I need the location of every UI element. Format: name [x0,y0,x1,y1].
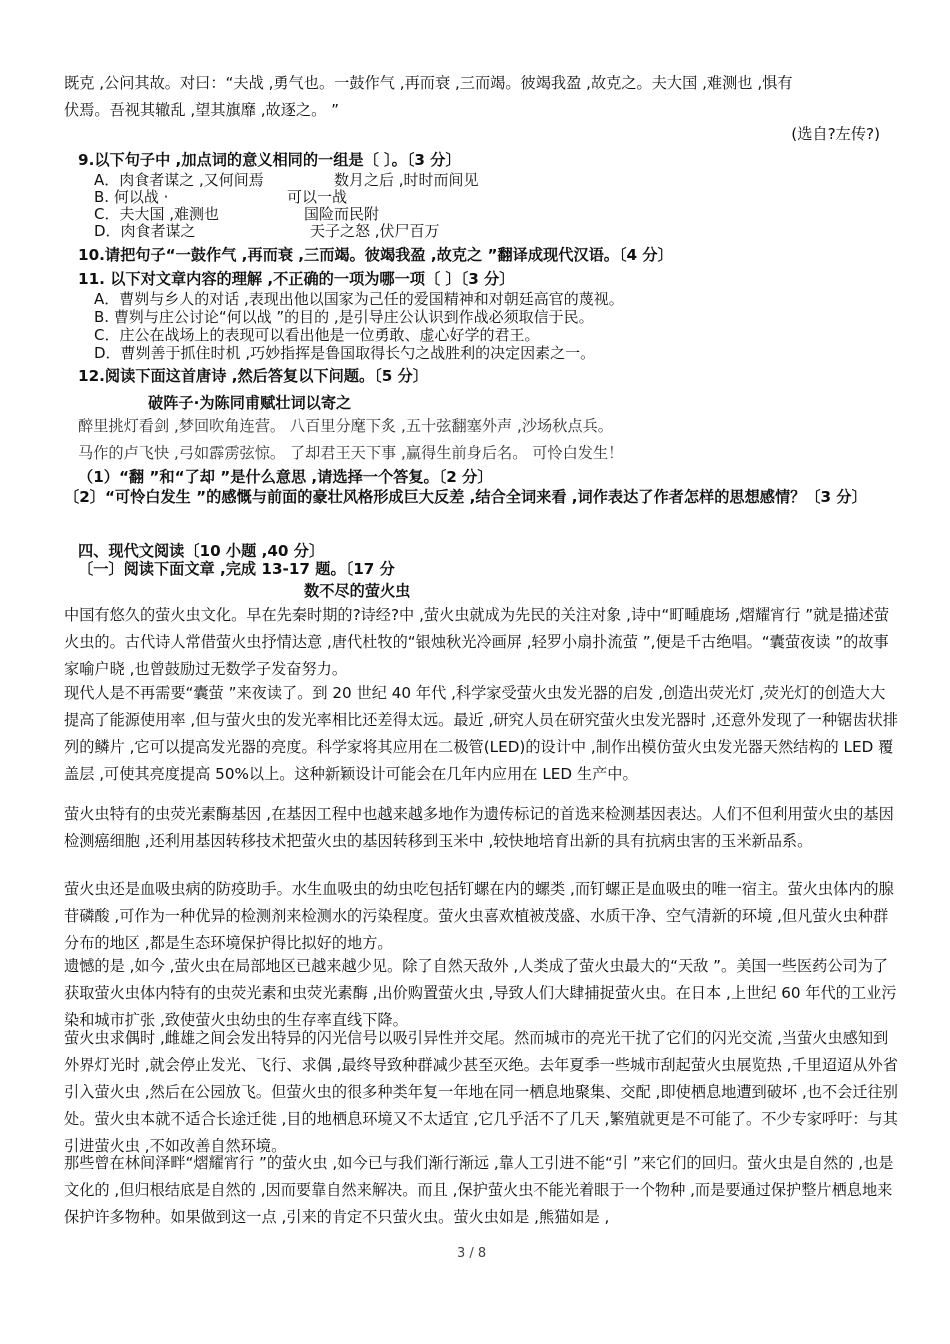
article-title: 数不尽的萤火虫 [304,582,411,600]
question-12-stem: 12.阅读下面这首唐诗 ,然后答复以下问题。〔5 分〕 [78,367,428,385]
passage-line: 既克 ,公问其故。对曰：“夫战 ,勇气也。一鼓作气 ,再而衰 ,三而竭。彼竭我盈 ,故克之。夫大国 ,难测也 ,惧有 [64,74,793,92]
question-9-option-b: B. 何以战 · [94,188,169,206]
article-paragraph: 现代人是不再需要“囊萤 ”来夜读了。到 20 世纪 40 年代 ,科学家受萤火虫发光器的启发 ,创造出荧光灯 ,荧光灯的创造大大提高了能源使用率 ,但与萤火虫的发光率相比还差得太远。最近 ,研究人员在研究萤火虫发光器时 ,还意外发现了一种锯齿状排列的鳞片 ,它可以提高发光器的亮度。科学家将其应用在二极管(LED)的设计中 ,制作出模仿萤火虫发光器天然结构的 LED 覆盖层 ,可使其亮度提高 50%以上。这种新颖设计可能会在几年内应用在 LED 生产中。 [64,684,898,783]
question-11-option-a: A．曹刿与乡人的对话 ,表现出他以国家为己任的爱国精神和对朝廷高官的蔑视。 [94,290,624,308]
question-10: 10.请把句子“一鼓作气 ,再而衰 ,三而竭。彼竭我盈 ,故克之 ”翻译成现代汉语。〔4 分〕 [78,246,673,264]
article-paragraph: 萤火虫求偶时 ,雌雄之间会发出特异的闪光信号以吸引异性并交尾。然而城市的亮光干扰了它们的闪光交流 ,当萤火虫感知到外界灯光时 ,就会停止发光、飞行、求偶 ,最终导致种群减少甚至灭绝。去年夏季一些城市刮起萤火虫展览热 ,千里迢迢从外省引入萤火虫 ,然后在公园放飞。但萤火虫的很多种类年复一年地在同一栖息地聚集、交配 ,即使栖息地遭到破坏 ,也不会迁往别处。萤火虫本就不适合长途迁徙 ,目的地栖息环境又不太适宜 ,它几乎活不了几天 ,繁殖就更是不可能了。不少专家呼吁：与其引进萤火虫 ,不如改善自然环境。 [64,1029,898,1155]
question-9-option-c: C．夫大国 ,难测也 [94,205,220,223]
question-9-option-b-pair: 可以一战 [287,188,348,206]
question-11-option-c: C．庄公在战场上的表现可以看出他是一位勇敢、虚心好学的君王。 [94,326,540,344]
passage-source: (选自?左传?) [791,125,880,143]
article-paragraph: 萤火虫还是血吸虫病的防疫助手。水生血吸虫的幼虫吃包括钉螺在内的螺类 ,而钉螺正是血吸虫的唯一宿主。萤火虫体内的腺苷磷酸 ,可作为一种优异的检测剂来检测水的污染程度。萤火虫喜欢植被茂盛、水质干净、空气清新的环境 ,但凡萤火虫种群分布的地区 ,都是生态环境保护得比拟好的地方。 [64,880,894,952]
question-12-sub2: 〔2〕“可怜白发生 ”的感慨与前面的豪壮风格形成巨大反差 ,结合全词来看 ,词作表达了作者怎样的思想感情？〔3 分〕 [64,488,867,506]
poem-title: 破阵子·为陈同甫赋壮词以寄之 [148,394,352,412]
passage-line: 伏焉。吾视其辙乱 ,望其旗靡 ,故逐之。 ” [64,101,340,119]
question-11-option-d: D．曹刿善于抓住时机 ,巧妙指挥是鲁国取得长勺之战胜利的决定因素之一。 [94,344,596,362]
question-9-stem: 9.以下句子中 ,加点词的意义相同的一组是〔 〕。〔3 分〕 [78,151,461,169]
question-12-sub1: （1）“翻 ”和“了却 ”是什么意思 ,请选择一个答复。〔2 分〕 [78,468,493,486]
page-number: 3 / 8 [457,1246,487,1261]
section-heading: 四、现代文阅读〔10 小题 ,40 分〕 [78,542,325,560]
question-9-option-a: A．肉食者谋之 ,又何间焉 [94,171,264,189]
question-9-option-d-pair: 天子之怒 ,伏尸百万 [310,222,440,240]
question-9-option-d: D．肉食者谋之 [94,222,196,240]
question-11-option-b: B. 曹刿与庄公讨论“何以战 ”的目的 ,是引导庄公认识到作战必须取信于民。 [94,308,594,326]
question-9-option-c-pair: 国险而民附 [304,205,380,223]
article-paragraph: 中国有悠久的萤火虫文化。早在先秦时期的?诗经?中 ,萤火虫就成为先民的关注对象 ,诗中“町畽鹿场 ,熠耀宵行 ”就是描述萤火虫的。古代诗人常借萤火虫抒情达意 ,唐代杜牧的“银烛秋光冷画屏 ,轻罗小扇扑流萤 ”,便是千古绝唱。“囊萤夜读 ”的故事家喻户晓 ,也曾鼓励过无数学子发奋努力。 [64,606,890,678]
poem-line: 马作的卢飞快 ,弓如霹雳弦惊。 了却君王天下事 ,赢得生前身后名。 可怜白发生！ [78,444,624,462]
question-9-option-a-pair: 数月之后 ,时时而间见 [334,171,479,189]
section-part-heading: 〔一〕阅读下面文章 ,完成 13-17 题。〔17 分 [78,560,395,578]
question-11-stem: 11. 以下对文章内容的理解 ,不正确的一项为哪一项〔 〕〔3 分〕 [78,270,515,288]
article-paragraph: 遗憾的是 ,如今 ,萤火虫在局部地区已越来越少见。除了自然天敌外 ,人类成了萤火虫最大的“天敌 ”。美国一些医药公司为了获取萤火虫体内特有的虫荧光素和虫荧光素酶 ,出价购置萤火虫 ,导致人们大肆捕捉萤火虫。在日本 ,上世纪 60 年代的工业污染和城市扩张 ,致使萤火虫幼虫的生存率直线下降。 [64,957,897,1029]
article-paragraph: 那些曾在林间泽畔“熠耀宵行 ”的萤火虫 ,如今已与我们渐行渐远 ,靠人工引进不能“引 ”来它们的回归。萤火虫是自然的 ,也是文化的 ,但归根结底是自然的 ,因而要靠自然来解决。而且 ,保护萤火虫不能光着眼于一个物种 ,而是要通过保护整片栖息地来保护许多物种。如果做到这一点 ,引来的肯定不只萤火虫。萤火虫如是 ,熊猫如是 , [64,1154,894,1226]
article-paragraph: 萤火虫特有的虫荧光素酶基因 ,在基因工程中也越来越多地作为遗传标记的首选来检测基因表达。人们不但利用萤火虫的基因检测癌细胞 ,还利用基因转移技术把萤火虫的基因转移到玉米中 ,较快地培育出新的具有抗病虫害的玉米新品系。 [64,805,894,850]
poem-line: 醉里挑灯看剑 ,梦回吹角连营。 八百里分麾下炙 ,五十弦翻塞外声 ,沙场秋点兵。 [78,417,613,435]
